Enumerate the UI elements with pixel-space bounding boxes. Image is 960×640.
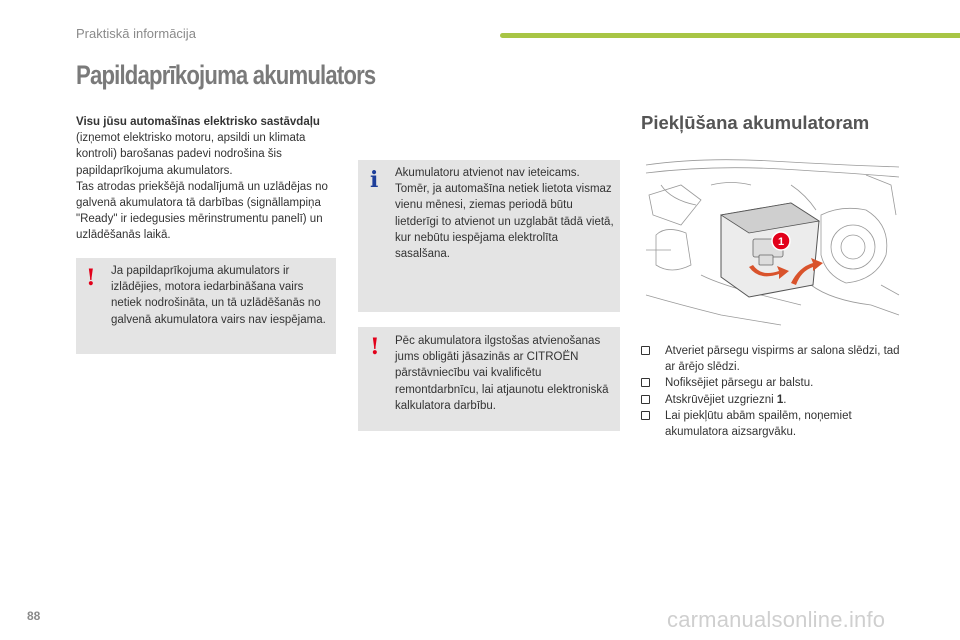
warning-icon: ! [86,265,96,291]
page-title: Papildaprīkojuma akumulators [76,60,376,90]
section-title: Piekļūšana akumulatoram [641,112,870,133]
steps-list [641,343,911,440]
intro-body-2: Tas atrodas priekšējā nodalījumā un uzlādējas no galvenā akumulatora tā darbības (signāllampiņa "Ready" ir iedegusies mērinstrumentu panelī) un uzlādēšanās laikā. [76,180,328,242]
step-text: Lai piekļūtu abām spailēm, noņemiet akumulatora aizsargvāku. [665,409,852,439]
step-text: Atveriet pārsegu vispirms ar salona slēdzi, tad ar ārējo slēdzi. [665,345,900,374]
header-accent-bar [500,33,960,38]
intro-bold: Visu jūsu automašīnas elektrisko sastāvdaļu [76,116,320,128]
step-item [641,408,911,440]
callout-number: 1 [777,236,785,248]
warning-note-left [76,258,336,354]
info-note-text: Akumulatoru atvienot nav ieteicams. Tomēr, ja automašīna netiek lietota vismaz vienu mēnesi, ziemas periodā būtu lietderīgi to atvienot un uzglabāt tādā vietā, kur nebūtu iespējama elektrolīta sasalšana. [395,167,614,261]
warning-note-right [358,327,620,431]
page-number: 88 [27,609,41,623]
engine-bay-illustration [641,155,903,330]
checkbox-icon [641,411,650,420]
checkbox-icon [641,395,650,404]
step-bold-number: 1 [776,393,784,406]
step-item [641,375,911,391]
step-text: Atskrūvējiet uzgriezni [665,393,774,406]
warning-note-left-text: Ja papildaprīkojuma akumulators ir izlādējies, motora iedarbināšana vairs netiek nodrošināta, un tā uzlādēšanās no galvenā akumulatora vairs nav iespējama. [111,265,326,326]
watermark: carmanualsonline.info [667,607,886,632]
step-text: Nofiksējiet pārsegu ar balstu. [665,377,814,390]
info-note [358,160,620,312]
step-end: . [783,393,787,406]
intro-text [76,114,338,244]
header-section-title: Praktiskā informācija [76,26,196,41]
info-icon: i [370,167,379,193]
step-item [641,343,911,375]
checkbox-icon [641,346,650,355]
step-item [641,392,911,408]
intro-body: (izņemot elektrisko motoru, apsildi un klimata kontroli) barošanas padevi nodrošina šis papildaprīkojuma akumulators. [76,132,306,177]
warning-icon: ! [370,334,380,360]
warning-note-right-text: Pēc akumulatora ilgstošas atvienošanas jums obligāti jāsazinās ar CITROËN pārstāvniecību vai kvalificētu remontdarbnīcu, lai atjaunotu elektroniskā kalkulatora darbību. [395,335,609,412]
checkbox-icon [641,378,650,387]
